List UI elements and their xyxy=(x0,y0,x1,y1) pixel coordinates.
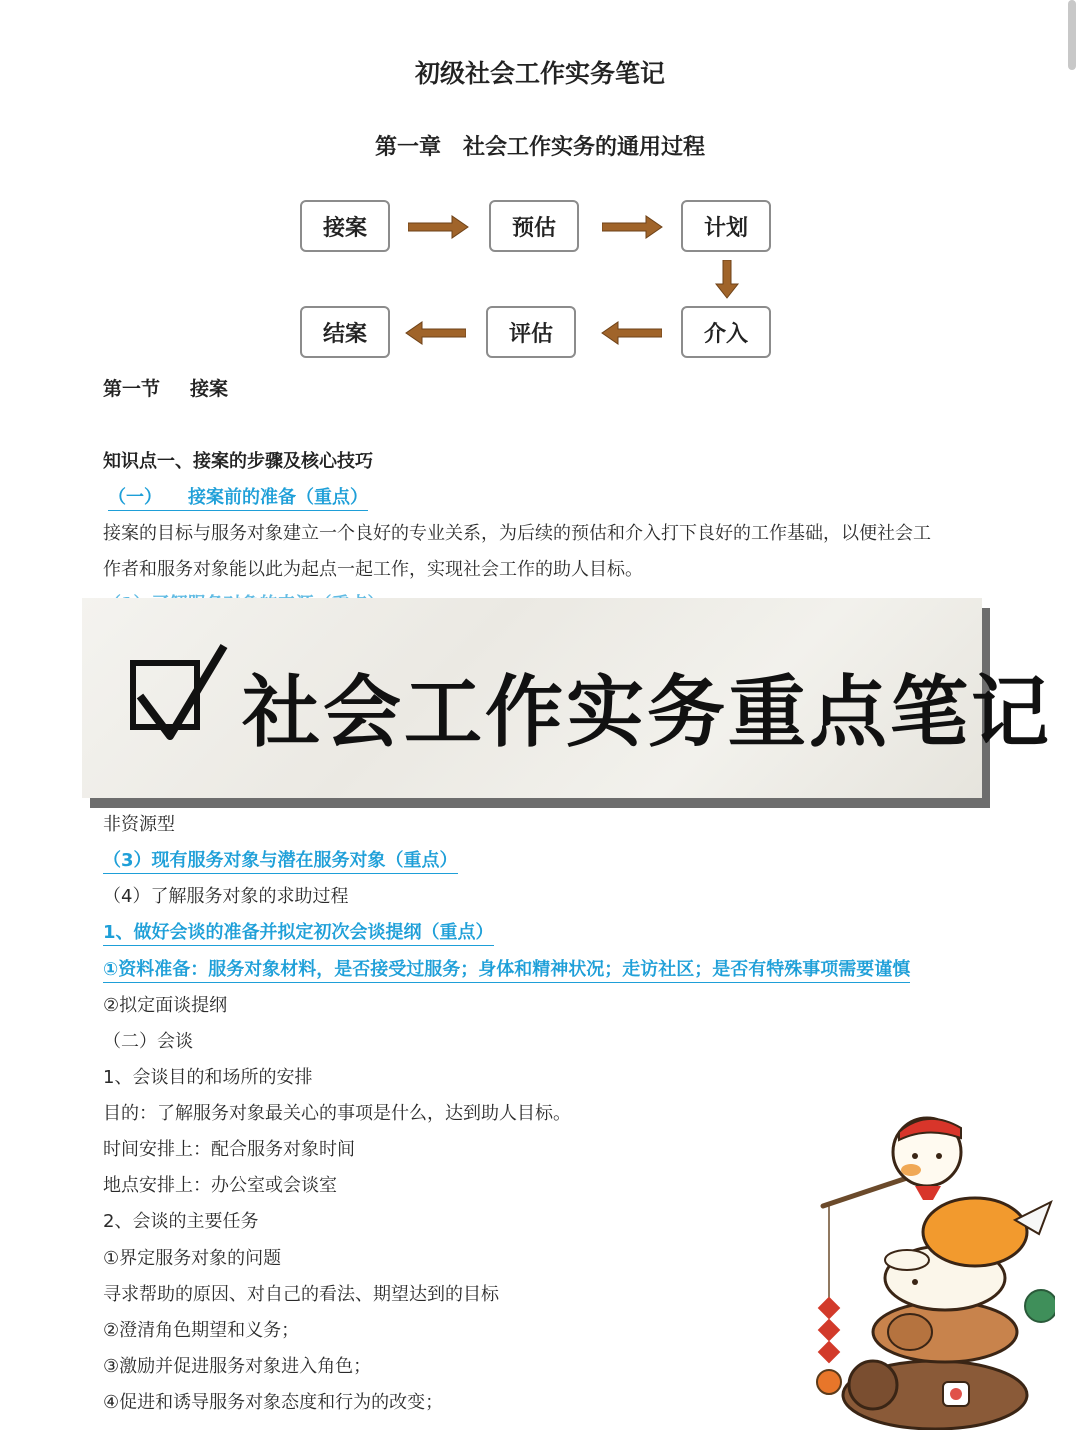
text-line: 1、会谈目的和场所的安排 xyxy=(103,1067,313,1088)
flow-step-intake: 接案 xyxy=(300,200,390,252)
flow-step-intervention: 介入 xyxy=(681,306,771,358)
paragraph-line: 作者和服务对象能以此为起点一起工作，实现社会工作的助人目标。 xyxy=(103,559,643,580)
text-line: （4）了解服务对象的求助过程 xyxy=(103,886,349,907)
arrow-right-icon xyxy=(408,214,470,240)
arrow-left-icon xyxy=(600,320,662,346)
title-banner xyxy=(82,598,1053,798)
paragraph-line: 接案的目标与服务对象建立一个良好的专业关系，为后续的预估和介入打下良好的工作基础，以便社会工 xyxy=(103,523,931,544)
arrow-down-icon xyxy=(714,260,740,300)
text-line: ④促进和诱导服务对象态度和行为的改变； xyxy=(103,1392,444,1413)
knowledge-point-title: 知识点一、接案的步骤及核心技巧 xyxy=(103,451,373,472)
subsection-title: 接案前的准备（重点） xyxy=(188,487,368,508)
highlighted-heading: ①资料准备：服务对象材料，是否接受过服务；身体和精神状况；走访社区；是否有特殊事项需要谨慎 xyxy=(103,955,910,983)
section-name: 接案 xyxy=(190,378,229,400)
text-line: ②澄清角色期望和义务； xyxy=(103,1320,300,1341)
text-line: 2、会谈的主要任务 xyxy=(103,1211,259,1232)
text-line: 非资源型 xyxy=(103,814,175,835)
text-line: ①界定服务对象的问题 xyxy=(103,1248,282,1269)
text-line: ②拟定面谈提纲 xyxy=(103,995,228,1016)
text-line: ③激励并促进服务对象进入角色； xyxy=(103,1356,372,1377)
chapter-heading: 第一章 社会工作实务的通用过程 xyxy=(374,135,705,160)
section-label: 第一节 xyxy=(103,378,161,400)
flow-step-evaluation: 评估 xyxy=(486,306,576,358)
section-heading xyxy=(103,374,228,401)
text-line: 地点安排上：办公室或会谈室 xyxy=(103,1175,337,1196)
arrow-left-icon xyxy=(404,320,466,346)
subsection-heading xyxy=(108,483,368,511)
animal-stack-sticker-icon xyxy=(815,1110,1055,1430)
text-line: （二）会谈 xyxy=(103,1031,193,1052)
text-line: 时间安排上：配合服务对象时间 xyxy=(103,1139,355,1160)
text-line: 目的：了解服务对象最关心的事项是什么，达到助人目标。 xyxy=(103,1103,571,1124)
arrow-right-icon xyxy=(602,214,664,240)
flow-step-assessment: 预估 xyxy=(489,200,579,252)
subsection-number: （一） xyxy=(108,487,162,508)
text-line: 寻求帮助的原因、对自己的看法、期望达到的目标 xyxy=(103,1284,499,1305)
flow-step-plan: 计划 xyxy=(681,200,771,252)
flow-step-closure: 结案 xyxy=(300,306,390,358)
banner-title: 社会工作实务重点笔记 xyxy=(242,668,1053,758)
highlighted-heading: （3）现有服务对象与潜在服务对象（重点） xyxy=(103,846,458,874)
highlighted-heading: 1、做好会谈的准备并拟定初次会谈提纲（重点） xyxy=(103,918,494,946)
checkmark-icon xyxy=(122,638,232,748)
document-title: 初级社会工作实务笔记 xyxy=(414,59,665,88)
